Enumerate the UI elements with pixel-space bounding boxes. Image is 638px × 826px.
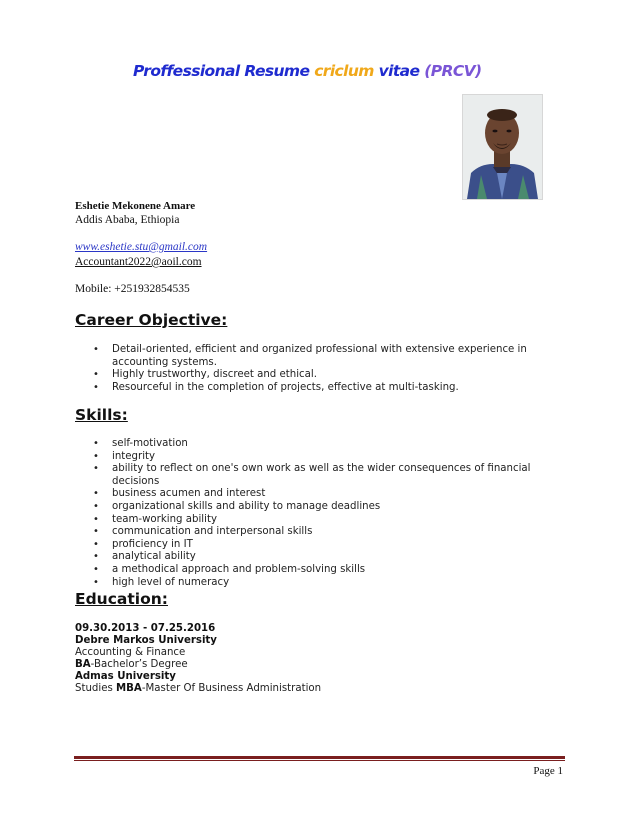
skills-list bbox=[93, 438, 573, 589]
mba-rest: -Master Of Business Administration bbox=[141, 683, 322, 694]
degree-rest: -Bachelor’s Degree bbox=[90, 659, 188, 670]
career-objective-list bbox=[93, 344, 553, 394]
list-item: • analytical ability bbox=[93, 551, 573, 564]
studies-prefix: Studies bbox=[75, 683, 117, 694]
list-item: • high level of numeracy bbox=[93, 577, 573, 590]
list-item: • team-working ability bbox=[93, 514, 573, 527]
list-item: • organizational skills and ability to manage deadlines bbox=[93, 501, 573, 514]
education-degree bbox=[75, 659, 188, 671]
degree-abbr: BA bbox=[75, 659, 91, 670]
list-item: • proficiency in IT bbox=[93, 539, 573, 552]
title-part-3: vitae bbox=[378, 62, 420, 80]
contact-location: Addis Ababa, Ethiopia bbox=[75, 214, 180, 226]
website-link[interactable]: www.eshetie.stu@gmail.com bbox=[75, 241, 208, 253]
profile-photo-image bbox=[463, 95, 542, 199]
university-1-name: Debre Markos University bbox=[75, 635, 217, 646]
title-part-2: criclum bbox=[314, 62, 374, 80]
list-item: • Detail-oriented, efficient and organized professional with extensive experience in accounting systems. bbox=[93, 344, 553, 369]
list-item: • ability to reflect on one's own work as well as the wider consequences of financial decisions bbox=[93, 463, 573, 488]
email-row bbox=[75, 256, 202, 268]
footer-rule-thin bbox=[74, 760, 565, 761]
resume-title bbox=[133, 62, 482, 80]
university-2-name: Admas University bbox=[75, 671, 176, 682]
list-item: • self-motivation bbox=[93, 438, 573, 451]
career-objective-heading: Career Objective: bbox=[75, 311, 228, 329]
contact-name: Eshetie Mekonene Amare bbox=[75, 200, 196, 212]
list-item: • integrity bbox=[93, 451, 573, 464]
education-dates bbox=[75, 623, 215, 635]
profile-photo bbox=[462, 94, 543, 200]
list-item: • business acumen and interest bbox=[93, 488, 573, 501]
title-part-1: Proffessional Resume bbox=[133, 62, 310, 80]
education-dates-text: 09.30.2013 - 07.25.2016 bbox=[75, 623, 216, 634]
skills-heading: Skills: bbox=[75, 406, 128, 424]
education-university-2 bbox=[75, 671, 176, 683]
education-university-1 bbox=[75, 635, 217, 647]
footer-rule-thick bbox=[74, 756, 565, 759]
education-heading: Education: bbox=[75, 590, 168, 608]
list-item: • Resourceful in the completion of projects, effective at multi-tasking. bbox=[93, 382, 553, 395]
list-item: • a methodical approach and problem-solving skills bbox=[93, 564, 573, 577]
email-link[interactable]: Accountant2022@aoil.com bbox=[75, 256, 202, 268]
education-mba bbox=[75, 683, 321, 695]
list-item: • communication and interpersonal skills bbox=[93, 526, 573, 539]
website-link-row bbox=[75, 241, 207, 253]
title-part-4: (PRCV) bbox=[424, 62, 482, 80]
mba-abbr: MBA bbox=[116, 683, 142, 694]
education-field: Accounting & Finance bbox=[75, 647, 186, 658]
page-number: Page 1 bbox=[533, 765, 563, 777]
list-item: • Highly trustworthy, discreet and ethical. bbox=[93, 369, 553, 382]
contact-mobile: Mobile: +251932854535 bbox=[75, 283, 190, 295]
